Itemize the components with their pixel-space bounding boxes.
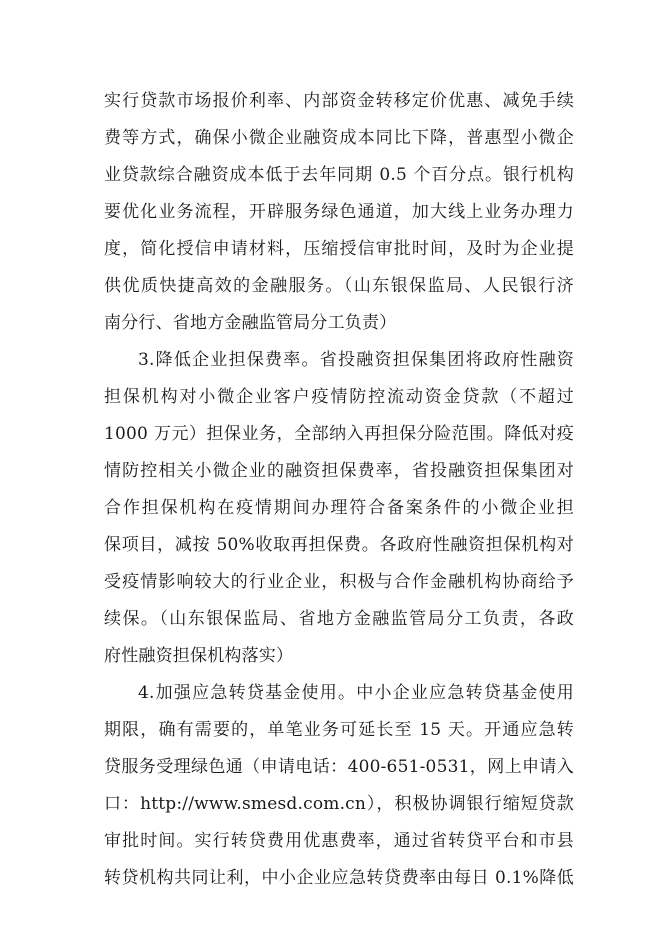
text-line: 续保。（山东银保监局、省地方金融监管局分工负责，各政: [104, 609, 574, 629]
text-line: 府性融资担保机构落实）: [104, 646, 294, 666]
text-line: 度，简化授信申请材料，压缩授信审批时间，及时为企业提: [104, 239, 574, 259]
text-line: 口：http://www.smesd.com.cn），积极协调银行缩短贷款: [104, 794, 574, 814]
text-line: 费等方式，确保小微企业融资成本同比下降，普惠型小微企: [104, 128, 574, 148]
text-line: 贷服务受理绿色通（申请电话：400-651-0531，网上申请入: [104, 757, 574, 777]
text-line: 情防控相关小微企业的融资担保费率，省投融资担保集团对: [104, 461, 574, 481]
text-line: 受疫情影响较大的行业企业，积极与合作金融机构协商给予: [104, 572, 574, 592]
text-line: 期限，确有需要的，单笔业务可延长至 15 天。开通应急转: [104, 720, 574, 740]
text-line: 供优质快捷高效的金融服务。（山东银保监局、人民银行济: [104, 276, 574, 296]
text-line: 审批时间。实行转贷费用优惠费率，通过省转贷平台和市县: [104, 831, 574, 851]
text-line: 保项目，减按 50%收取再担保费。各政府性融资担保机构对: [104, 535, 574, 555]
text-line: 业贷款综合融资成本低于去年同期 0.5 个百分点。银行机构: [104, 165, 574, 185]
text-line: 担保机构对小微企业客户疫情防控流动资金贷款（不超过: [104, 387, 574, 407]
text-line: 合作担保机构在疫情期间办理符合备案条件的小微企业担: [104, 498, 574, 518]
text-line: 南分行、省地方金融监管局分工负责）: [104, 313, 397, 333]
text-line: 转贷机构共同让利，中小企业应急转贷费率由每日 0.1%降低: [104, 868, 574, 888]
text-line: 实行贷款市场报价利率、内部资金转移定价优惠、减免手续: [104, 91, 574, 111]
section-heading-line: 3.降低企业担保费率。省投融资担保集团将政府性融资: [138, 350, 574, 370]
text-line: 1000 万元）担保业务，全部纳入再担保分险范围。降低对疫: [104, 424, 574, 444]
text-line: 要优化业务流程，开辟服务绿色通道，加大线上业务办理力: [104, 202, 574, 222]
section-heading-line: 4.加强应急转贷基金使用。中小企业应急转贷基金使用: [138, 683, 574, 703]
